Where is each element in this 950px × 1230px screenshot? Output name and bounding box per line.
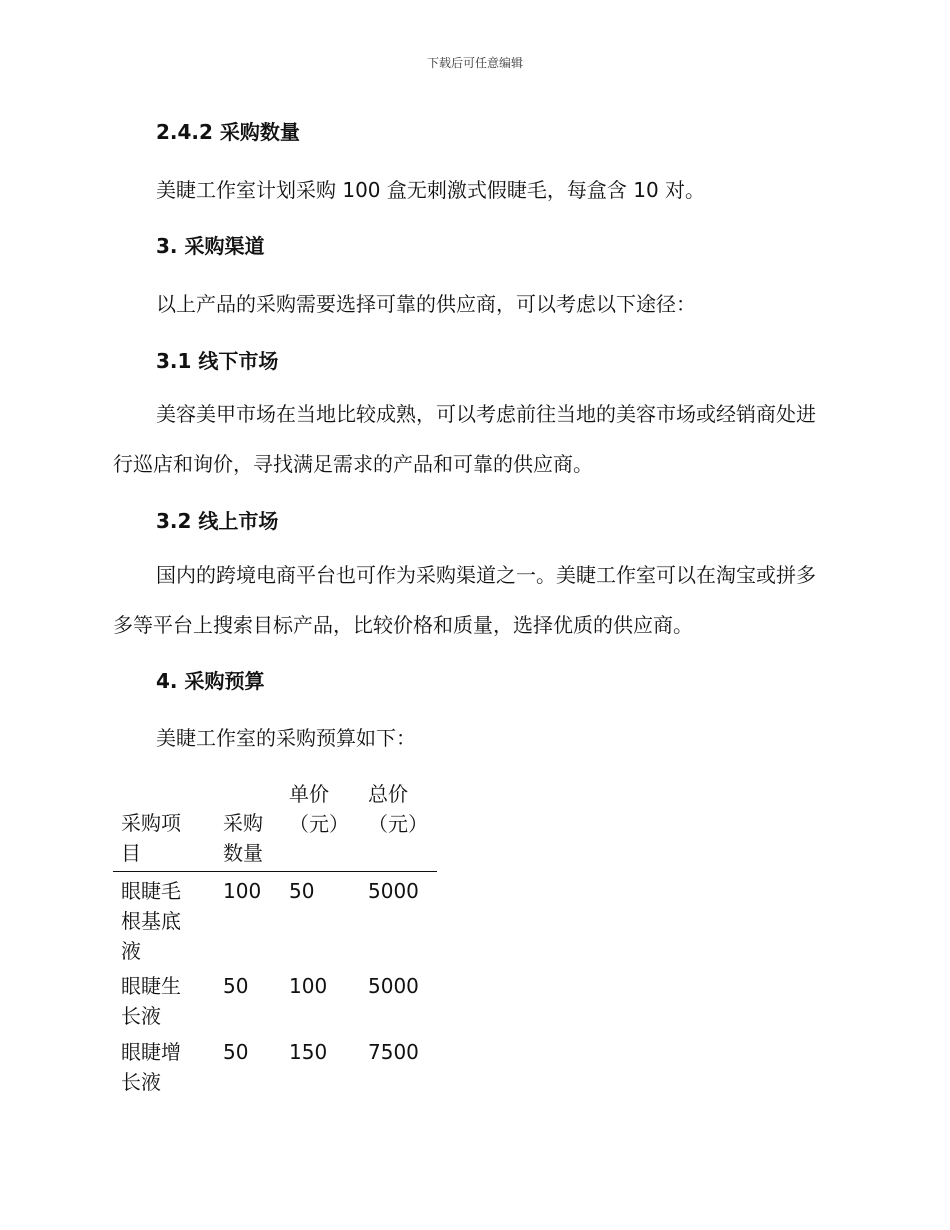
row-item: 眼睫毛根基底液 [121, 879, 181, 963]
header-total: 总价（元） [368, 782, 428, 836]
header-unit-price: 单价（元） [289, 782, 349, 836]
paragraph-channels: 以上产品的采购需要选择可靠的供应商，可以考虑以下途径： [156, 292, 696, 316]
budget-table [113, 778, 437, 1099]
table-row [113, 1033, 437, 1099]
table-row [113, 872, 437, 967]
row-unit-price: 100 [289, 974, 328, 998]
row-unit-price: 150 [289, 1040, 328, 1064]
table-header-row [113, 778, 437, 872]
paragraph-offline: 美容美甲市场在当地比较成熟，可以考虑前往当地的美容市场或经销商处进行巡店和询价，寻找满足需求的产品和可靠的供应商。 [113, 402, 816, 476]
row-total: 7500 [368, 1040, 419, 1064]
header-item: 采购项目 [121, 811, 181, 865]
heading-4: 4. 采购预算 [156, 669, 265, 693]
row-total: 5000 [368, 879, 419, 903]
heading-2-4-2: 2.4.2 采购数量 [156, 120, 300, 144]
page-header: 下载后可任意编辑 [426, 56, 523, 70]
row-qty: 50 [223, 1040, 249, 1064]
header-qty: 采购数量 [223, 811, 263, 865]
paragraph-quantity: 美睫工作室计划采购 100 盒无刺激式假睫毛，每盒含 10 对。 [156, 178, 706, 202]
row-qty: 50 [223, 974, 249, 998]
row-item: 眼睫生长液 [121, 974, 181, 1028]
table-row [113, 967, 437, 1033]
paragraph-budget: 美睫工作室的采购预算如下： [156, 726, 416, 750]
row-total: 5000 [368, 974, 419, 998]
row-item: 眼睫增长液 [121, 1040, 181, 1094]
heading-3: 3. 采购渠道 [156, 234, 265, 258]
paragraph-online: 国内的跨境电商平台也可作为采购渠道之一。美睫工作室可以在淘宝或拼多多等平台上搜索目标产品，比较价格和质量，选择优质的供应商。 [113, 563, 816, 637]
row-unit-price: 50 [289, 879, 315, 903]
row-qty: 100 [223, 879, 262, 903]
heading-3-1: 3.1 线下市场 [156, 349, 279, 373]
heading-3-2: 3.2 线上市场 [156, 509, 279, 533]
